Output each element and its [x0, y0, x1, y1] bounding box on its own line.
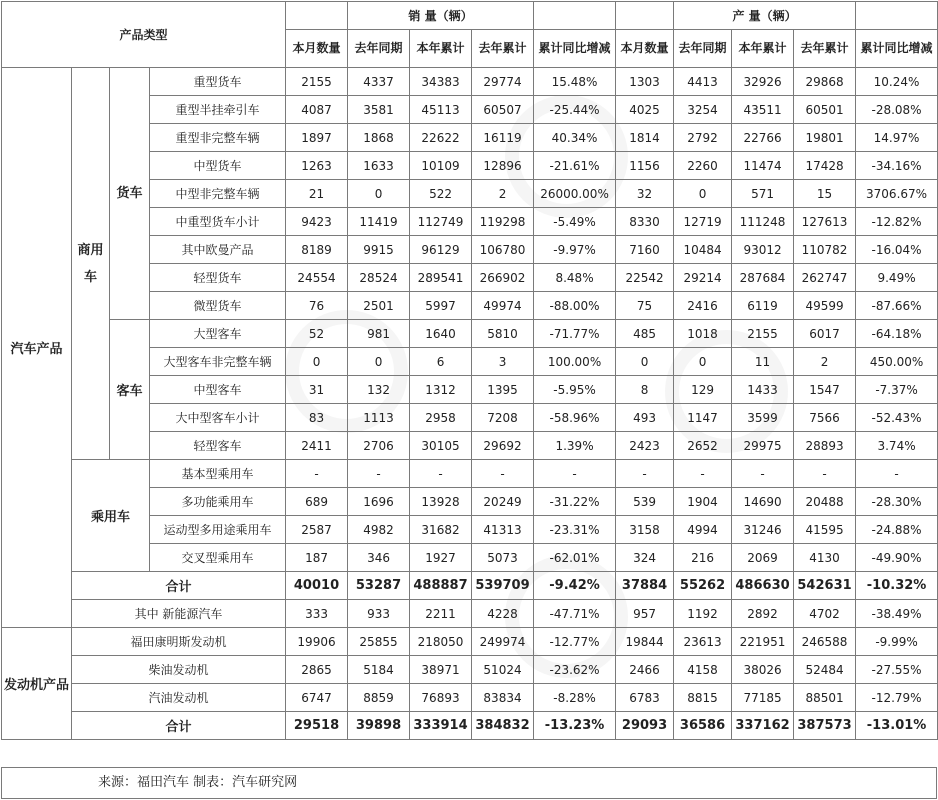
value-cell: 486630: [732, 572, 794, 600]
value-cell: 4413: [674, 68, 732, 96]
value-cell: 5073: [472, 544, 534, 572]
value-cell: 24554: [286, 264, 348, 292]
value-cell: 1633: [348, 152, 410, 180]
value-cell: -23.31%: [534, 516, 616, 544]
value-cell: -: [472, 460, 534, 488]
bus-label: 客车: [110, 320, 150, 460]
value-cell: 6: [410, 348, 472, 376]
row-label: 轻型客车: [150, 432, 286, 460]
value-cell: -71.77%: [534, 320, 616, 348]
value-cell: 0: [616, 348, 674, 376]
value-cell: 51024: [472, 656, 534, 684]
row-label: 中重型货车小计: [150, 208, 286, 236]
value-cell: 246588: [794, 628, 856, 656]
value-cell: 11: [732, 348, 794, 376]
value-cell: -62.01%: [534, 544, 616, 572]
total-label: 合计: [72, 572, 286, 600]
value-cell: 83: [286, 404, 348, 432]
value-cell: 7208: [472, 404, 534, 432]
value-cell: 6783: [616, 684, 674, 712]
value-cell: -8.28%: [534, 684, 616, 712]
value-cell: -58.96%: [534, 404, 616, 432]
value-cell: -: [410, 460, 472, 488]
value-cell: 450.00%: [856, 348, 938, 376]
value-cell: 31246: [732, 516, 794, 544]
value-cell: 337162: [732, 712, 794, 740]
value-cell: -25.44%: [534, 96, 616, 124]
value-cell: 29868: [794, 68, 856, 96]
value-cell: 8330: [616, 208, 674, 236]
value-cell: 2792: [674, 124, 732, 152]
value-cell: 3254: [674, 96, 732, 124]
value-cell: 10109: [410, 152, 472, 180]
value-cell: 111248: [732, 208, 794, 236]
table-row: [2, 684, 938, 712]
commercial-label: 商用车: [72, 68, 110, 460]
value-cell: 41595: [794, 516, 856, 544]
value-cell: 31: [286, 376, 348, 404]
value-cell: 22766: [732, 124, 794, 152]
value-cell: 3: [472, 348, 534, 376]
value-cell: 10484: [674, 236, 732, 264]
value-cell: -12.77%: [534, 628, 616, 656]
value-cell: 3.74%: [856, 432, 938, 460]
value-cell: 15.48%: [534, 68, 616, 96]
value-cell: 38971: [410, 656, 472, 684]
value-cell: 16119: [472, 124, 534, 152]
value-cell: 110782: [794, 236, 856, 264]
row-label: 重型货车: [150, 68, 286, 96]
row-label: 基本型乘用车: [150, 460, 286, 488]
value-cell: 28524: [348, 264, 410, 292]
value-cell: 23613: [674, 628, 732, 656]
value-cell: -: [616, 460, 674, 488]
value-cell: 333914: [410, 712, 472, 740]
value-cell: 571: [732, 180, 794, 208]
value-cell: 29975: [732, 432, 794, 460]
value-cell: -: [348, 460, 410, 488]
value-cell: 20488: [794, 488, 856, 516]
value-cell: 22622: [410, 124, 472, 152]
engine-products-label: 发动机产品: [2, 628, 72, 740]
value-cell: 60507: [472, 96, 534, 124]
value-cell: 29518: [286, 712, 348, 740]
auto-products-label: 汽车产品: [2, 68, 72, 628]
value-cell: 5184: [348, 656, 410, 684]
row-label: 汽油发动机: [72, 684, 286, 712]
value-cell: -7.37%: [856, 376, 938, 404]
row-label: 中型货车: [150, 152, 286, 180]
value-cell: 60501: [794, 96, 856, 124]
value-cell: -27.55%: [856, 656, 938, 684]
value-cell: -: [286, 460, 348, 488]
row-label: 其中欧曼产品: [150, 236, 286, 264]
value-cell: 488887: [410, 572, 472, 600]
value-cell: -47.71%: [534, 600, 616, 628]
value-cell: 0: [674, 348, 732, 376]
row-label: 重型半挂牵引车: [150, 96, 286, 124]
value-cell: 2069: [732, 544, 794, 572]
value-cell: 8.48%: [534, 264, 616, 292]
row-label: 福田康明斯发动机: [72, 628, 286, 656]
value-cell: 249974: [472, 628, 534, 656]
value-cell: -31.22%: [534, 488, 616, 516]
value-cell: 2: [472, 180, 534, 208]
value-cell: 13928: [410, 488, 472, 516]
value-cell: 4130: [794, 544, 856, 572]
value-cell: 221951: [732, 628, 794, 656]
value-cell: 12719: [674, 208, 732, 236]
value-cell: 957: [616, 600, 674, 628]
table-row: [2, 460, 938, 488]
col-header: 累计同比增减: [856, 30, 938, 68]
value-cell: 37884: [616, 572, 674, 600]
value-cell: -24.88%: [856, 516, 938, 544]
value-cell: 41313: [472, 516, 534, 544]
value-cell: -34.16%: [856, 152, 938, 180]
value-cell: 76893: [410, 684, 472, 712]
row-label: 柴油发动机: [72, 656, 286, 684]
value-cell: 1868: [348, 124, 410, 152]
value-cell: 21: [286, 180, 348, 208]
value-cell: 689: [286, 488, 348, 516]
value-cell: 15: [794, 180, 856, 208]
value-cell: 0: [674, 180, 732, 208]
value-cell: 40.34%: [534, 124, 616, 152]
value-cell: 3706.67%: [856, 180, 938, 208]
value-cell: 1156: [616, 152, 674, 180]
value-cell: 32926: [732, 68, 794, 96]
value-cell: 5810: [472, 320, 534, 348]
value-cell: 32: [616, 180, 674, 208]
col-header: 去年累计: [472, 30, 534, 68]
row-label: 中型非完整车辆: [150, 180, 286, 208]
value-cell: -38.49%: [856, 600, 938, 628]
row-label: 大型客车非完整车辆: [150, 348, 286, 376]
value-cell: -52.43%: [856, 404, 938, 432]
value-cell: 2211: [410, 600, 472, 628]
value-cell: 12896: [472, 152, 534, 180]
value-cell: 28893: [794, 432, 856, 460]
value-cell: 2: [794, 348, 856, 376]
col-header: 本月数量: [286, 30, 348, 68]
value-cell: 2892: [732, 600, 794, 628]
value-cell: 4228: [472, 600, 534, 628]
value-cell: 2423: [616, 432, 674, 460]
value-cell: 539709: [472, 572, 534, 600]
sales-production-table: [1, 1, 938, 740]
value-cell: 25855: [348, 628, 410, 656]
value-cell: 4702: [794, 600, 856, 628]
value-cell: 10.24%: [856, 68, 938, 96]
value-cell: 0: [348, 348, 410, 376]
row-label: 运动型多用途乘用车: [150, 516, 286, 544]
value-cell: 6747: [286, 684, 348, 712]
value-cell: 1192: [674, 600, 732, 628]
col-header: 去年同期: [674, 30, 732, 68]
value-cell: 19844: [616, 628, 674, 656]
value-cell: 1433: [732, 376, 794, 404]
table-row: [2, 656, 938, 684]
value-cell: -: [534, 460, 616, 488]
value-cell: 9.49%: [856, 264, 938, 292]
value-cell: 7566: [794, 404, 856, 432]
row-label: 重型非完整车辆: [150, 124, 286, 152]
value-cell: 1927: [410, 544, 472, 572]
table-row: [2, 628, 938, 656]
value-cell: 6017: [794, 320, 856, 348]
col-header: 去年累计: [794, 30, 856, 68]
value-cell: 1640: [410, 320, 472, 348]
value-cell: 52484: [794, 656, 856, 684]
value-cell: 55262: [674, 572, 732, 600]
value-cell: 3158: [616, 516, 674, 544]
row-label: 中型客车: [150, 376, 286, 404]
auto-total-row: [2, 572, 938, 600]
value-cell: 4994: [674, 516, 732, 544]
col-header: 累计同比增减: [534, 30, 616, 68]
value-cell: 7160: [616, 236, 674, 264]
row-label: 交叉型乘用车: [150, 544, 286, 572]
value-cell: 493: [616, 404, 674, 432]
value-cell: 19906: [286, 628, 348, 656]
value-cell: 26000.00%: [534, 180, 616, 208]
total-label: 合计: [72, 712, 286, 740]
value-cell: 29774: [472, 68, 534, 96]
value-cell: 39898: [348, 712, 410, 740]
value-cell: -: [732, 460, 794, 488]
value-cell: 22542: [616, 264, 674, 292]
value-cell: -5.95%: [534, 376, 616, 404]
value-cell: 2706: [348, 432, 410, 460]
value-cell: -13.23%: [534, 712, 616, 740]
value-cell: 262747: [794, 264, 856, 292]
row-label: 大中型客车小计: [150, 404, 286, 432]
value-cell: 38026: [732, 656, 794, 684]
value-cell: 20249: [472, 488, 534, 516]
value-cell: 96129: [410, 236, 472, 264]
value-cell: -12.79%: [856, 684, 938, 712]
value-cell: 11474: [732, 152, 794, 180]
value-cell: 324: [616, 544, 674, 572]
value-cell: 8: [616, 376, 674, 404]
production-group-header: 产 量（辆）: [674, 2, 856, 30]
value-cell: 539: [616, 488, 674, 516]
nev-row: [2, 600, 938, 628]
value-cell: 981: [348, 320, 410, 348]
value-cell: 36586: [674, 712, 732, 740]
value-cell: 8815: [674, 684, 732, 712]
value-cell: 8189: [286, 236, 348, 264]
value-cell: -64.18%: [856, 320, 938, 348]
value-cell: 2411: [286, 432, 348, 460]
value-cell: 1904: [674, 488, 732, 516]
value-cell: 30105: [410, 432, 472, 460]
value-cell: 1263: [286, 152, 348, 180]
value-cell: 17428: [794, 152, 856, 180]
truck-label: 货车: [110, 68, 150, 320]
value-cell: 1696: [348, 488, 410, 516]
value-cell: 106780: [472, 236, 534, 264]
value-cell: 187: [286, 544, 348, 572]
value-cell: 88501: [794, 684, 856, 712]
value-cell: 49599: [794, 292, 856, 320]
value-cell: 289541: [410, 264, 472, 292]
row-label: 多功能乘用车: [150, 488, 286, 516]
value-cell: 4025: [616, 96, 674, 124]
col-header: 本年累计: [732, 30, 794, 68]
value-cell: 1113: [348, 404, 410, 432]
value-cell: 43511: [732, 96, 794, 124]
value-cell: 3599: [732, 404, 794, 432]
value-cell: 2260: [674, 152, 732, 180]
value-cell: 218050: [410, 628, 472, 656]
value-cell: -5.49%: [534, 208, 616, 236]
value-cell: 127613: [794, 208, 856, 236]
table-row: [2, 68, 938, 96]
value-cell: 1814: [616, 124, 674, 152]
col-header: 去年同期: [348, 30, 410, 68]
value-cell: -: [674, 460, 732, 488]
col-header: 本月数量: [616, 30, 674, 68]
value-cell: 3581: [348, 96, 410, 124]
value-cell: 0: [348, 180, 410, 208]
value-cell: -87.66%: [856, 292, 938, 320]
engine-total-row: [2, 712, 938, 740]
value-cell: 1547: [794, 376, 856, 404]
value-cell: 2958: [410, 404, 472, 432]
value-cell: 2587: [286, 516, 348, 544]
value-cell: 4087: [286, 96, 348, 124]
value-cell: 1018: [674, 320, 732, 348]
value-cell: 2416: [674, 292, 732, 320]
value-cell: 93012: [732, 236, 794, 264]
value-cell: 53287: [348, 572, 410, 600]
value-cell: 542631: [794, 572, 856, 600]
value-cell: 4337: [348, 68, 410, 96]
value-cell: 4158: [674, 656, 732, 684]
row-label: 大型客车: [150, 320, 286, 348]
passenger-label: 乘用车: [72, 460, 150, 572]
value-cell: 266902: [472, 264, 534, 292]
value-cell: 76: [286, 292, 348, 320]
value-cell: 29214: [674, 264, 732, 292]
value-cell: 129: [674, 376, 732, 404]
value-cell: -12.82%: [856, 208, 938, 236]
value-cell: -23.62%: [534, 656, 616, 684]
value-cell: -16.04%: [856, 236, 938, 264]
col-header: 本年累计: [410, 30, 472, 68]
value-cell: 77185: [732, 684, 794, 712]
value-cell: 14690: [732, 488, 794, 516]
value-cell: -9.97%: [534, 236, 616, 264]
value-cell: 333: [286, 600, 348, 628]
value-cell: -88.00%: [534, 292, 616, 320]
value-cell: -13.01%: [856, 712, 938, 740]
value-cell: 112749: [410, 208, 472, 236]
value-cell: 9915: [348, 236, 410, 264]
value-cell: 933: [348, 600, 410, 628]
value-cell: 45113: [410, 96, 472, 124]
value-cell: -49.90%: [856, 544, 938, 572]
value-cell: -9.42%: [534, 572, 616, 600]
value-cell: 522: [410, 180, 472, 208]
row-label: 轻型货车: [150, 264, 286, 292]
value-cell: 2865: [286, 656, 348, 684]
value-cell: -: [856, 460, 938, 488]
value-cell: 2466: [616, 656, 674, 684]
value-cell: 0: [286, 348, 348, 376]
value-cell: 1312: [410, 376, 472, 404]
sales-group-header: 销 量（辆）: [348, 2, 534, 30]
value-cell: 31682: [410, 516, 472, 544]
value-cell: 40010: [286, 572, 348, 600]
value-cell: 6119: [732, 292, 794, 320]
value-cell: -21.61%: [534, 152, 616, 180]
value-cell: 14.97%: [856, 124, 938, 152]
value-cell: 49974: [472, 292, 534, 320]
row-label: 微型货车: [150, 292, 286, 320]
value-cell: 34383: [410, 68, 472, 96]
value-cell: 11419: [348, 208, 410, 236]
value-cell: 100.00%: [534, 348, 616, 376]
value-cell: -10.32%: [856, 572, 938, 600]
value-cell: 1395: [472, 376, 534, 404]
value-cell: 2155: [286, 68, 348, 96]
value-cell: 9423: [286, 208, 348, 236]
value-cell: 8859: [348, 684, 410, 712]
value-cell: 4982: [348, 516, 410, 544]
product-type-header: 产品类型: [2, 2, 286, 68]
value-cell: 29692: [472, 432, 534, 460]
value-cell: 75: [616, 292, 674, 320]
value-cell: 119298: [472, 208, 534, 236]
value-cell: 1897: [286, 124, 348, 152]
value-cell: 346: [348, 544, 410, 572]
value-cell: -9.99%: [856, 628, 938, 656]
value-cell: 132: [348, 376, 410, 404]
value-cell: 29093: [616, 712, 674, 740]
value-cell: 1147: [674, 404, 732, 432]
table-row: [2, 320, 938, 348]
value-cell: -28.30%: [856, 488, 938, 516]
value-cell: 387573: [794, 712, 856, 740]
value-cell: 2652: [674, 432, 732, 460]
value-cell: 1.39%: [534, 432, 616, 460]
row-label: 其中 新能源汽车: [72, 600, 286, 628]
value-cell: 19801: [794, 124, 856, 152]
value-cell: 287684: [732, 264, 794, 292]
value-cell: 2501: [348, 292, 410, 320]
source-note: 来源：福田汽车 制表：汽车研究网: [1, 767, 937, 799]
value-cell: 1303: [616, 68, 674, 96]
value-cell: 216: [674, 544, 732, 572]
value-cell: 485: [616, 320, 674, 348]
value-cell: -: [794, 460, 856, 488]
value-cell: -28.08%: [856, 96, 938, 124]
value-cell: 2155: [732, 320, 794, 348]
value-cell: 5997: [410, 292, 472, 320]
value-cell: 384832: [472, 712, 534, 740]
value-cell: 83834: [472, 684, 534, 712]
value-cell: 52: [286, 320, 348, 348]
